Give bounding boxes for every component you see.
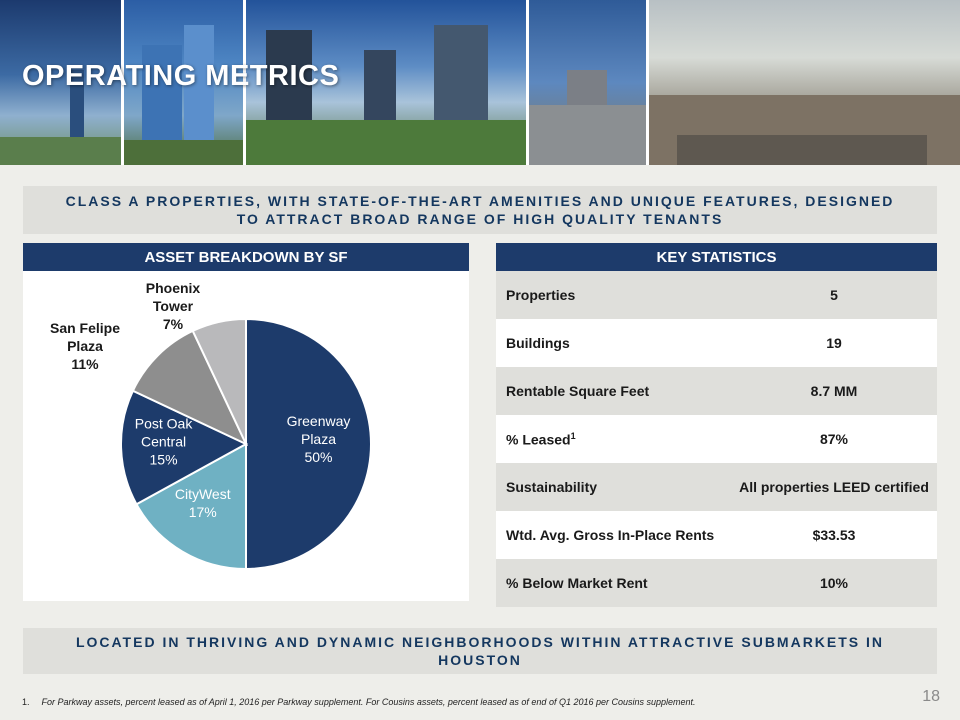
stat-row (496, 319, 937, 367)
stat-value: 87% (819, 431, 849, 447)
stat-label-text: Sustainability (506, 479, 598, 495)
stat-value: 10% (819, 575, 849, 591)
footnote (22, 697, 696, 707)
page-number: 18 (922, 688, 940, 705)
pie-label-line: Greenway (286, 413, 351, 429)
pie-label-line: Phoenix (145, 280, 201, 296)
pie-label-line: 11% (71, 356, 99, 372)
stat-value: 5 (830, 287, 838, 303)
pie-label-line: Plaza (300, 431, 337, 447)
asset-breakdown-heading: ASSET BREAKDOWN BY SF (23, 243, 469, 271)
page-title: OPERATING METRICS (22, 60, 340, 92)
tagline-top: CLASS A PROPERTIES, WITH STATE-OF-THE-ART AMENITIES AND UNIQUE FEATURES, DESIGNED TO ATTRACT BROAD RANGE OF HIGH QUALITY TENANTS (23, 186, 937, 234)
pie-label-line: 7% (162, 316, 184, 332)
stat-label-text: Buildings (506, 335, 570, 351)
pie-chart (23, 271, 469, 601)
stat-value: $33.53 (812, 527, 856, 543)
pie-label-line: Central (140, 433, 187, 450)
pie-label-phoenix-tower (146, 280, 201, 332)
stat-label-text: Rentable Square Feet (506, 383, 650, 399)
footnote-marker: 1 (570, 430, 576, 441)
footnote-number: 1. (22, 697, 30, 707)
key-statistics-heading: KEY STATISTICS (496, 243, 937, 271)
stat-row (496, 559, 937, 607)
stat-row (496, 511, 937, 559)
pie-label-line: San Felipe (49, 320, 121, 336)
pie-label-line: Post Oak (134, 415, 193, 432)
stat-label-text: % Leased (506, 431, 571, 448)
stat-value: 8.7 MM (810, 383, 858, 399)
pie-label-line: 15% (149, 451, 178, 468)
pie-label-line: CityWest (174, 486, 231, 503)
stat-label (496, 431, 731, 448)
stat-row (496, 271, 937, 319)
photo-tower-entrance (527, 0, 647, 165)
stat-label (496, 575, 731, 591)
stat-label-text: % Below Market Rent (506, 575, 648, 591)
pie-label-san-felipe-plaza (50, 320, 120, 372)
stat-row (496, 463, 937, 511)
pie-label-line: Tower (152, 298, 194, 314)
stat-label-text: Properties (506, 287, 576, 303)
stat-label (496, 335, 731, 351)
stat-label (496, 383, 731, 399)
stat-label (496, 287, 731, 303)
key-statistics-table (496, 271, 937, 607)
stat-value: All properties LEED certified (739, 479, 929, 495)
stat-row (496, 415, 937, 463)
photo-atrium-dining (647, 0, 960, 165)
tagline-bottom: LOCATED IN THRIVING AND DYNAMIC NEIGHBORHOODS WITHIN ATTRACTIVE SUBMARKETS IN HOUSTON (23, 628, 937, 674)
pie-label-line: 50% (304, 449, 333, 465)
stat-label-text: Wtd. Avg. Gross In-Place Rents (506, 527, 715, 543)
stat-row (496, 367, 937, 415)
pie-label-line: 17% (188, 504, 217, 521)
footnote-text: For Parkway assets, percent leased as of April 1, 2016 per Parkway supplement. For Cousins assets, percent leased as of end of Q1 2016 per Cousins supplement. (41, 697, 696, 707)
pie-label-line: Plaza (67, 338, 103, 354)
stat-label (496, 479, 731, 495)
asset-breakdown-chart (23, 271, 469, 601)
stat-label (496, 527, 731, 543)
stat-value: 19 (826, 335, 842, 351)
